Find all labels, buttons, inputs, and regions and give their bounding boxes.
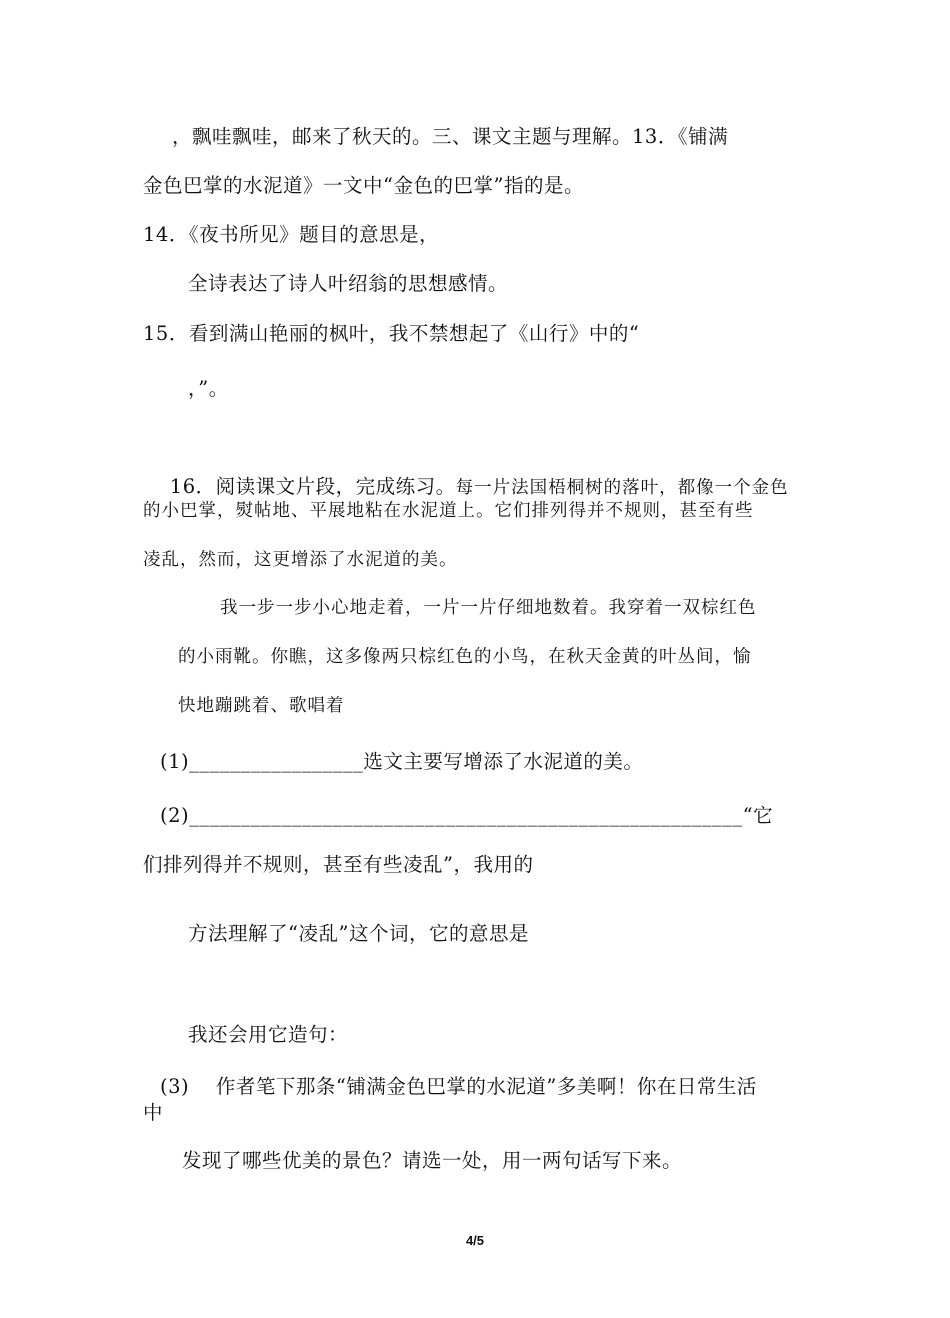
text-line-1: ，飘哇飘哇，邮来了秋天的。三、课文主题与理解。13．《铺满 — [172, 125, 729, 148]
question-14: 14．《夜书所见》题目的意思是， — [143, 223, 440, 246]
text-line-2: 金色巴掌的水泥道》一文中“金色的巴掌”指的是。 — [143, 174, 584, 197]
passage-line-1: 每一片法国梧桐树的落叶，都像一个金色 — [455, 478, 789, 498]
question-15: 15．看到满山艳丽的枫叶，我不禁想起了《山行》中的“ — [143, 322, 640, 345]
subquestion-3-line-2: 发现了哪些优美的景色？请选一处，用一两句话写下来。 — [182, 1149, 683, 1172]
passage-line-5: 的小雨靴。你瞧，这多像两只棕红色的小鸟，在秋天金黄的叶丛间，愉 — [178, 647, 752, 667]
passage-line-4: 我一步一步小心地走着，一片一片仔细地数着。我穿着一双棕红色 — [220, 598, 757, 618]
page-number: 4/5 — [465, 1233, 485, 1248]
question-16-instruction: 16．阅读课文片段，完成练习。 — [169, 475, 456, 498]
passage-line-3: 凌乱，然而，这更增添了水泥道的美。 — [143, 550, 458, 570]
subquestion-2-line-4: 我还会用它造句： — [188, 1023, 349, 1046]
subquestion-3: (3) 作者笔下那条“铺满金色巴掌的水泥道”多美啊！你在日常生活 — [160, 1075, 757, 1098]
question-15-continued: ，”。 — [188, 377, 229, 400]
passage-line-2: 的小巴掌，熨帖地、平展地粘在水泥道上。它们排列得并不规则，甚至有些 — [143, 501, 754, 521]
subquestion-2-line-2: 们排列得并不规则，甚至有些凌乱”，我用的 — [143, 853, 534, 876]
question-14-continued: 全诗表达了诗人叶绍翁的思想感情。 — [188, 272, 509, 295]
subquestion-1: (1)_________________选文主要写增添了水泥道的美。 — [160, 750, 644, 773]
subquestion-3-wrap: 中 — [143, 1101, 164, 1124]
subquestion-2-line-3: 方法理解了“凌乱”这个词，它的意思是 — [188, 922, 529, 945]
passage-line-6: 快地蹦跳着、歌唱着 — [178, 696, 345, 716]
subquestion-2: (2)______________________________________________________“它 — [160, 804, 774, 827]
